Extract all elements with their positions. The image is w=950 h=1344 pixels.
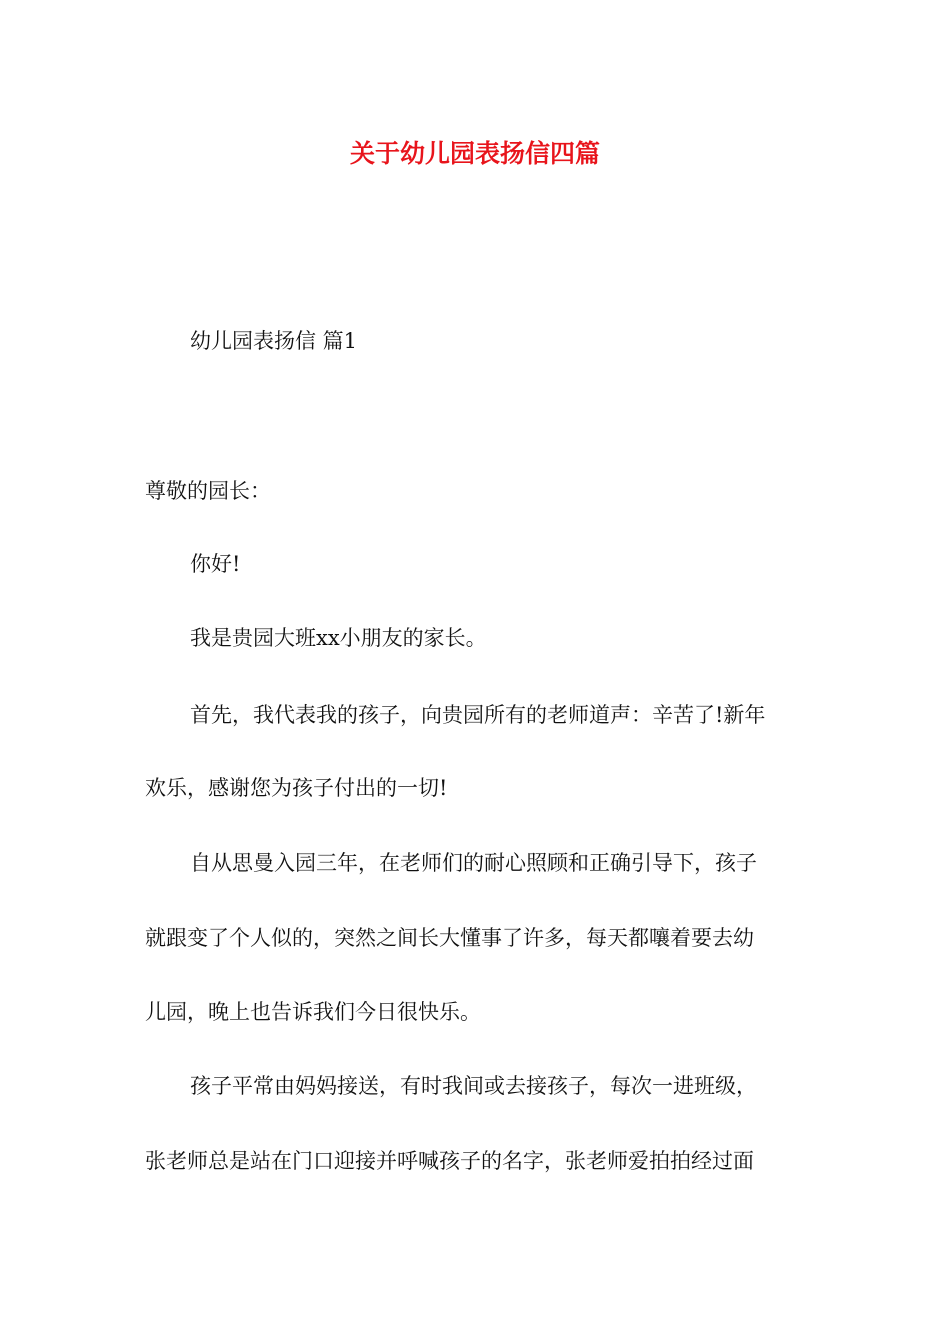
body-line: 儿园，晚上也告诉我们今日很快乐。 bbox=[145, 1000, 481, 1024]
body-line: 首先，我代表我的孩子，向贵园所有的老师道声：辛苦了!新年 bbox=[190, 703, 766, 727]
body-line: 孩子平常由妈妈接送，有时我间或去接孩子，每次一进班级， bbox=[190, 1074, 757, 1098]
body-line: 就跟变了个人似的，突然之间长大懂事了许多，每天都嚷着要去幼 bbox=[145, 926, 754, 950]
greeting: 你好! bbox=[190, 552, 241, 576]
body-line: 欢乐，感谢您为孩子付出的一切! bbox=[145, 776, 448, 800]
document-title: 关于幼儿园表扬信四篇 bbox=[349, 139, 600, 168]
body-line: 我是贵园大班xx小朋友的家长。 bbox=[190, 626, 487, 650]
body-line: 张老师总是站在门口迎接并呼喊孩子的名字，张老师爱拍拍经过面 bbox=[145, 1149, 754, 1173]
section-heading: 幼儿园表扬信 篇1 bbox=[190, 329, 358, 353]
salutation: 尊敬的园长： bbox=[145, 479, 271, 503]
body-line: 自从思曼入园三年，在老师们的耐心照顾和正确引导下，孩子 bbox=[190, 851, 757, 875]
